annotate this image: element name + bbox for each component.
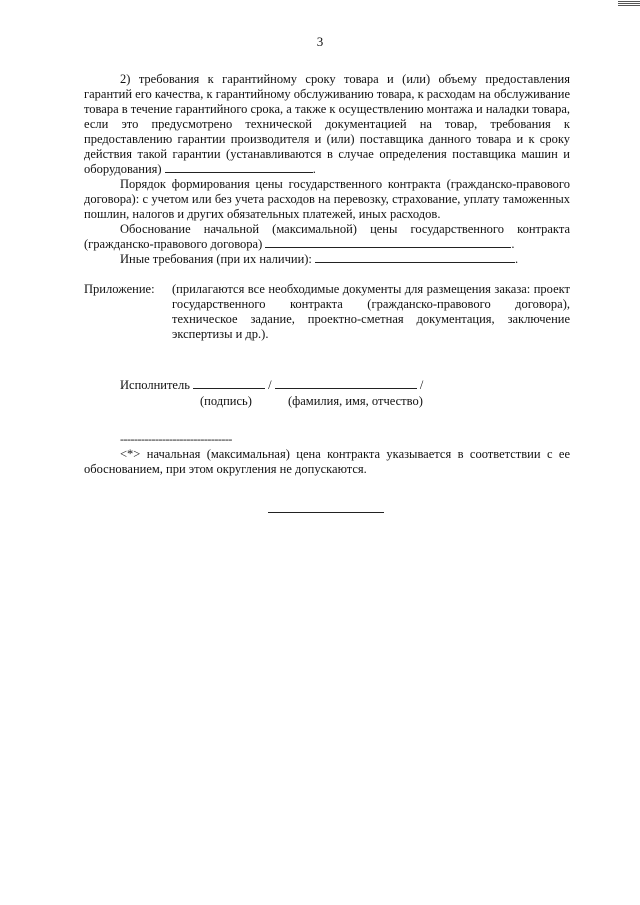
signature-closing: / xyxy=(419,378,424,392)
paragraph-warranty xyxy=(84,72,570,177)
justification-text: Обоснование начальной (максимальной) цены государственного контракта (гражданско-правового договора) xyxy=(84,222,570,251)
name-caption: (фамилия, имя, отчество) xyxy=(288,394,423,408)
other-requirements-end: . xyxy=(515,252,519,266)
signature-block xyxy=(120,378,570,410)
signature-blank xyxy=(193,378,265,389)
end-of-document-line xyxy=(268,512,384,513)
signature-captions xyxy=(120,394,570,410)
justification-blank xyxy=(265,237,511,248)
other-requirements-text: Иные требования (при их наличии): xyxy=(120,252,312,266)
paragraph-other-requirements xyxy=(84,252,570,267)
sign-caption: (подпись) xyxy=(200,394,252,408)
paragraph-price-order: Порядок формирования цены государственного контракта (гражданско-правового договора): с учетом или без учета расходов на перевозку, страхование, уплату таможенных пошлин, налогов и других обязательных платежей, иных расходов. xyxy=(84,177,570,221)
footnote-text: <*> начальная (максимальная) цена контракта указывается в соответствии с ее обоснованием, при этом округления не допускаются. xyxy=(84,447,570,476)
warranty-end: . xyxy=(312,162,316,176)
name-blank xyxy=(275,378,417,389)
appendix xyxy=(84,282,570,342)
appendix-text: (прилагаются все необходимые документы для размещения заказа: проект государственного контракта (гражданско-правового договора), техническое задание, проектно-сметная документация, заключение экспертизы и др.). xyxy=(172,282,570,341)
other-requirements-blank xyxy=(315,252,515,263)
signature-separator: / xyxy=(268,378,272,392)
justification-end: . xyxy=(511,237,515,251)
executor-label: Исполнитель xyxy=(120,378,190,392)
signature-line xyxy=(120,378,570,393)
warranty-blank xyxy=(165,162,313,173)
warranty-text: 2) требования к гарантийному сроку товара и (или) объему предоставления гарантий его качества, к гарантийному обслуживанию товара, к расходам на обслуживание товара в течение гарантийного срока, а также к осуществлению монтажа и наладки товара, если это предусмотрено технической документацией на товар, требования к предоставлению гарантии производителя и (или) поставщика данного товара и к сроку действия такой гарантии (устанавливаются в случае определения поставщика машин и оборудования) xyxy=(84,72,570,176)
document-body xyxy=(84,72,570,477)
footnote-divider: -------------------------------- xyxy=(120,432,232,446)
page-number: 3 xyxy=(316,34,324,49)
appendix-label: Приложение: xyxy=(84,282,155,296)
paragraph-price-justification xyxy=(84,222,570,252)
corner-mark xyxy=(618,0,640,8)
